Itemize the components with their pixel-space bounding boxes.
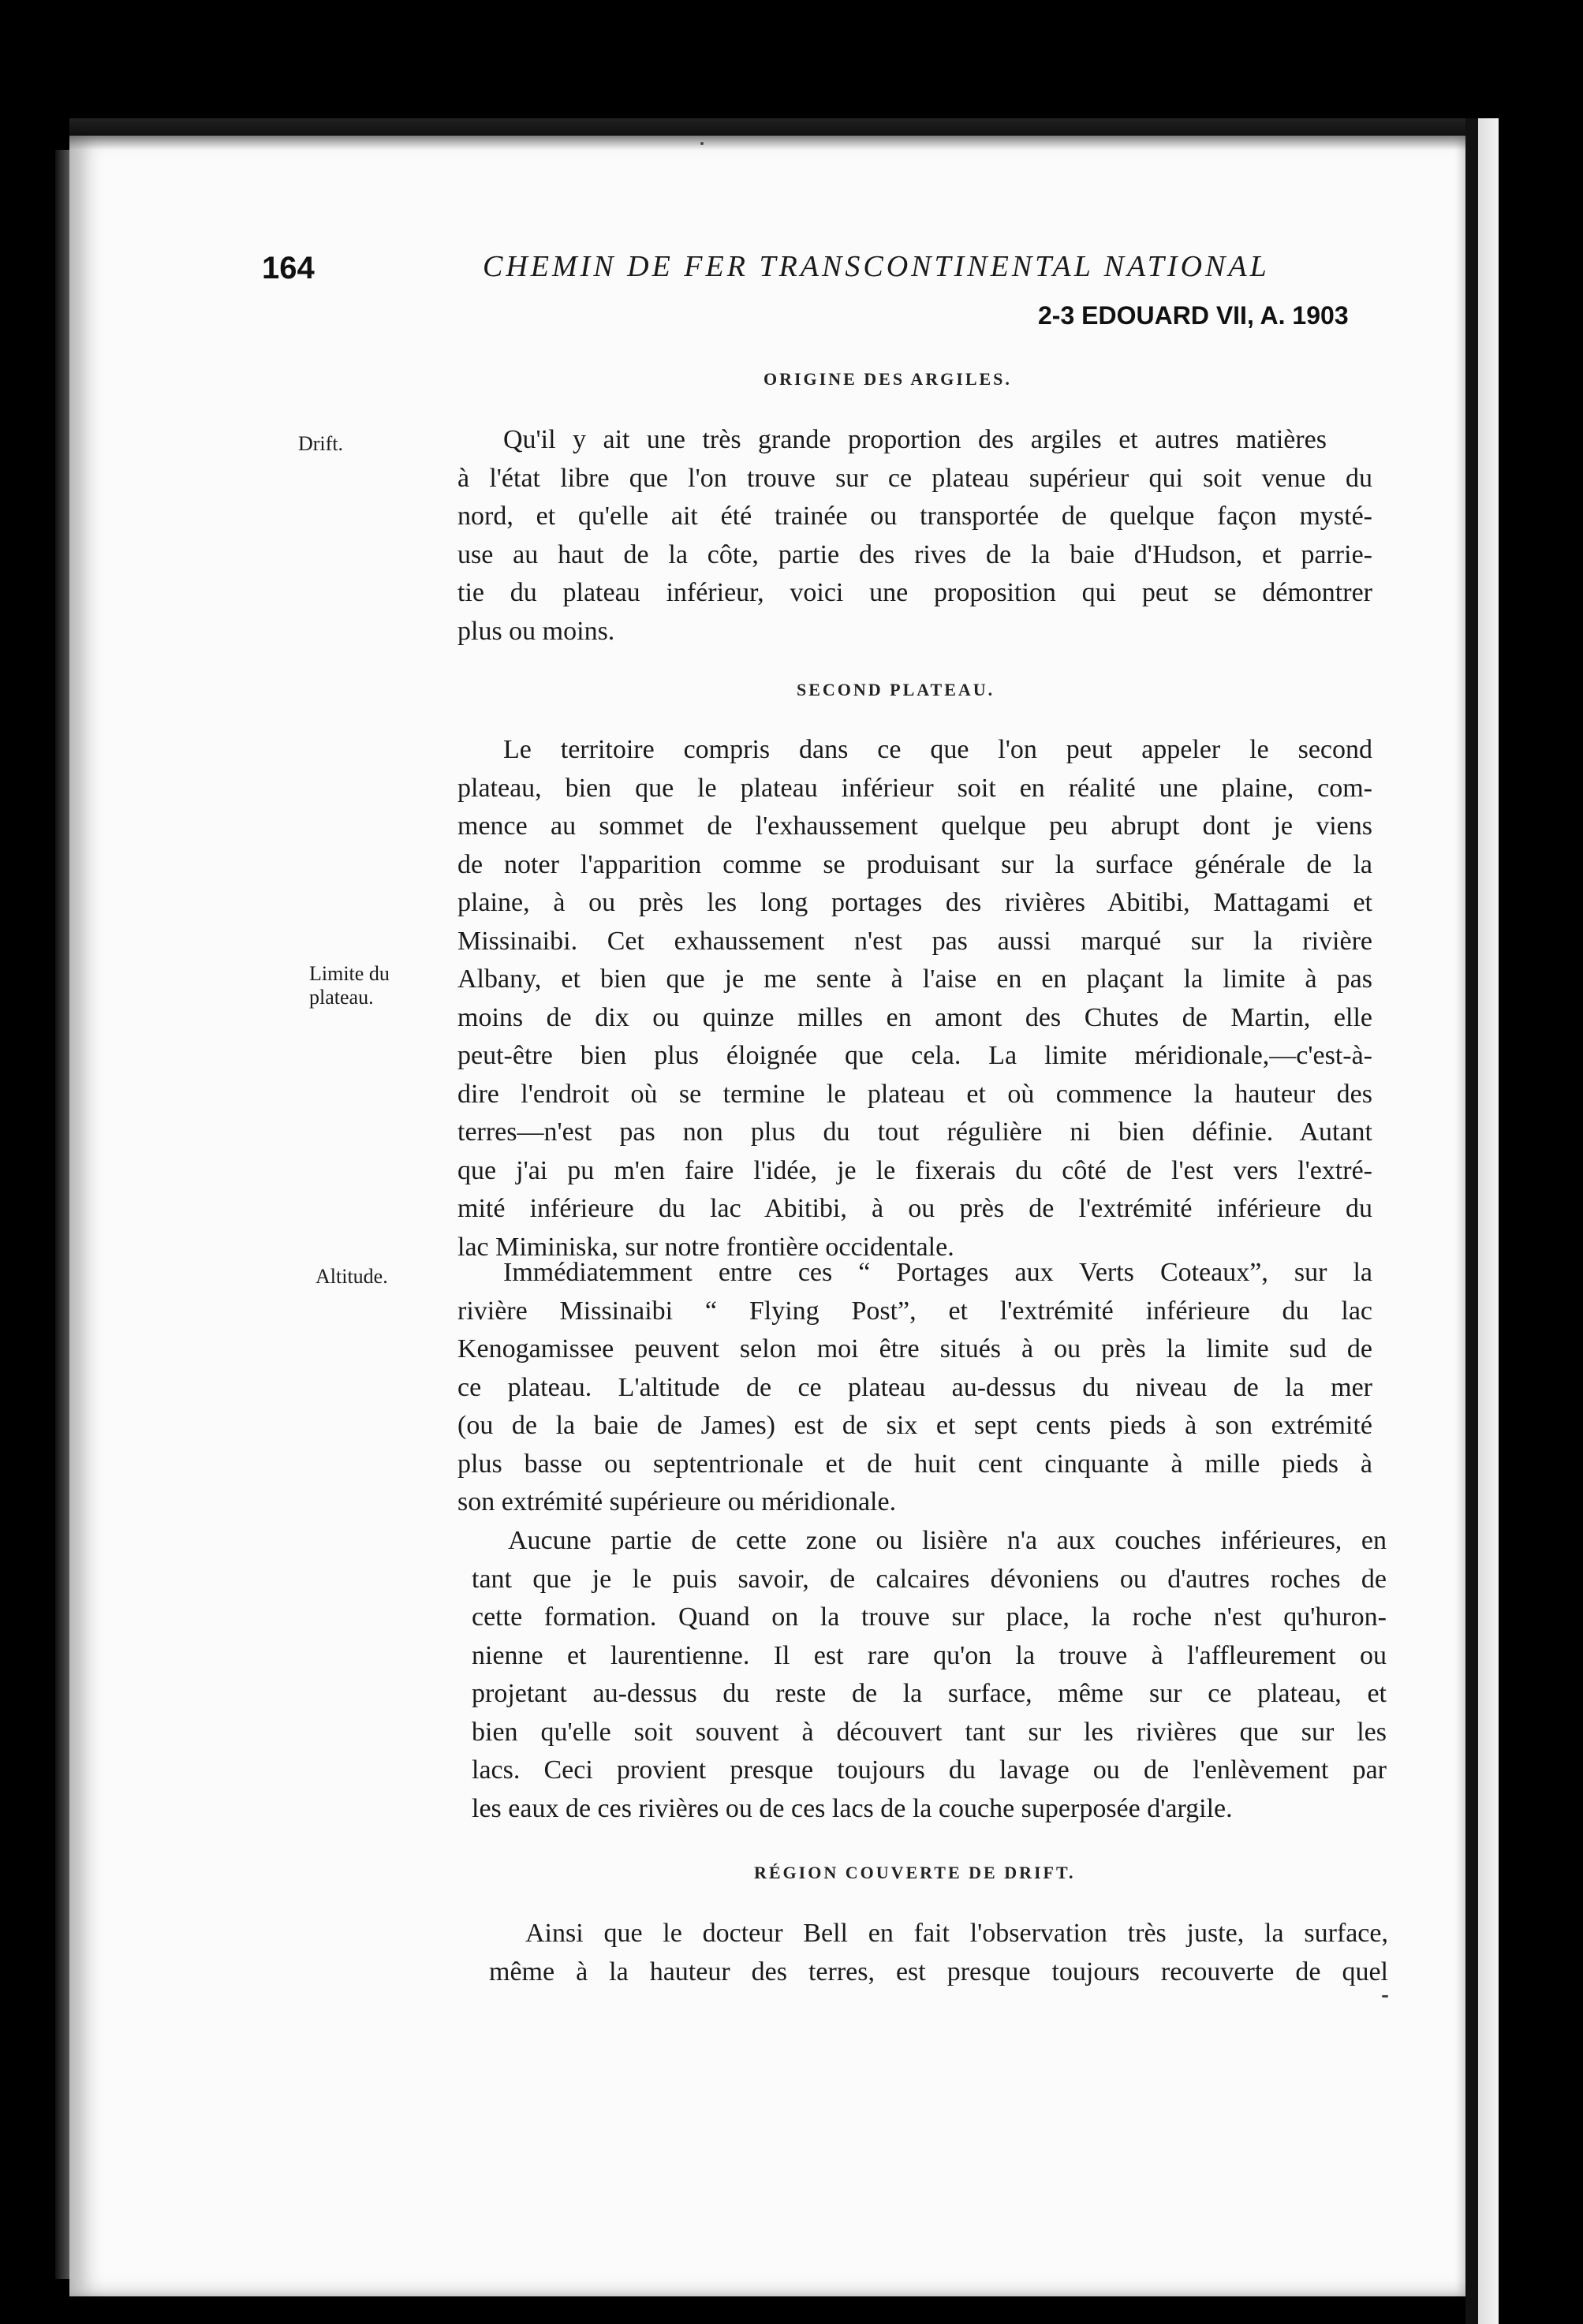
page-number: 164 (262, 251, 315, 285)
section-heading: ORIGINE DES ARGILES. (763, 369, 1012, 389)
scan-speck (700, 142, 704, 145)
text-line: plus ou moins. (457, 616, 615, 646)
paragraph (457, 731, 1372, 1266)
text-line: ce plateau. L'altitude de ce plateau au-dessus du niveau de la mer (457, 1372, 1372, 1402)
scan-background (1499, 0, 1583, 2324)
page-top-shadow (69, 118, 1465, 150)
text-line: lac Miminiska, sur notre frontière occidentale. (457, 1232, 954, 1262)
text-line: Kenogamissee peuvent selon moi être situés à ou près la limite sud de (457, 1334, 1372, 1363)
text-line: bien qu'elle soit souvent à découvert tant sur les rivières que sur les (472, 1717, 1387, 1747)
text-line: rivière Missinaibi “ Flying Post”, et l'extrémité inférieure du lac (457, 1296, 1372, 1326)
text-line: plaine, à ou près les long portages des rivières Abitibi, Mattagami et (457, 888, 1372, 917)
text-line: Le territoire compris dans ce que l'on peut appeler le second (503, 735, 1372, 764)
text-line: de noter l'apparition comme se produisant sur la surface générale de la (457, 849, 1372, 879)
text-line: projetant au-dessus du reste de la surface, même sur ce plateau, et (472, 1679, 1387, 1708)
text-line: plateau, bien que le plateau inférieur soit en réalité une plaine, com- (457, 773, 1372, 803)
text-line: (ou de la baie de James) est de six et sept cents pieds à son extrémité (457, 1411, 1372, 1440)
text-line: moins de dix ou quinze milles en amont des Chutes de Martin, elle (457, 1002, 1372, 1032)
text-line: Aucune partie de cette zone ou lisière n'a aux couches inférieures, en (508, 1526, 1387, 1555)
text-line: nienne et laurentienne. Il est rare qu'on la trouve à l'affleurement ou (472, 1640, 1387, 1670)
text-line: plus basse ou septentrionale et de huit cent cinquante à mille pieds à (457, 1449, 1372, 1479)
text-line: mence au sommet de l'exhaussement quelque peu abrupt dont je viens (457, 811, 1372, 841)
text-line: même à la hauteur des terres, est presque toujours recouverte de quel (489, 1957, 1388, 1986)
scan-speck (1382, 1995, 1388, 1998)
text-line: Qu'il y ait une très grande proportion des argiles et autres matières (503, 425, 1327, 454)
text-line: à l'état libre que l'on trouve sur ce plateau supérieur qui soit venue du (457, 463, 1372, 493)
text-line: tie du plateau inférieur, voici une proposition qui peut se démontrer (457, 578, 1372, 607)
text-line: terres—n'est pas non plus du tout régulière ni bien définie. Autant (457, 1117, 1372, 1147)
text-line: tant que je le puis savoir, de calcaires dévoniens ou d'autres roches de (472, 1564, 1387, 1594)
text-line: Immédiatemment entre ces “ Portages aux Verts Coteaux”, sur la (503, 1258, 1372, 1287)
text-line: nord, et qu'elle ait été trainée ou transportée de quelque façon mysté- (457, 502, 1372, 531)
text-line: son extrémité supérieure ou méridionale. (457, 1487, 897, 1516)
paragraph (457, 421, 1372, 651)
paragraph (489, 1915, 1388, 1991)
paragraph (457, 1254, 1372, 1522)
text-line: Missinaibi. Cet exhaussement n'est pas aussi marqué sur la rivière (457, 926, 1372, 956)
session-reference: 2-3 EDOUARD VII, A. 1903 (1038, 301, 1349, 330)
text-line: Ainsi que le docteur Bell en fait l'observation très juste, la surface, (525, 1919, 1388, 1948)
text-line: cette formation. Quand on la trouve sur place, la roche n'est qu'huron- (472, 1602, 1387, 1632)
text-line: les eaux de ces rivières ou de ces lacs de la couche superposée d'argile. (472, 1793, 1233, 1823)
paragraph (472, 1522, 1387, 1828)
text-line: mité inférieure du lac Abitibi, à ou près de l'extrémité inférieure du (457, 1194, 1372, 1223)
text-line: que j'ai pu m'en faire l'idée, je le fixerais du côté de l'est vers l'extré- (457, 1155, 1372, 1185)
section-heading: SECOND PLATEAU. (797, 680, 995, 699)
text-line: dire l'endroit où se termine le plateau et où commence la hauteur des (457, 1079, 1372, 1109)
text-line: peut-être bien plus éloignée que cela. La limite méridionale,—c'est-à- (457, 1041, 1372, 1070)
text-line: lacs. Ceci provient presque toujours du lavage ou de l'enlèvement par (472, 1755, 1387, 1785)
book-binding-right (1465, 118, 1478, 2324)
running-title: CHEMIN DE FER TRANSCONTINENTAL NATIONAL (483, 250, 1270, 283)
facing-page-edge (1478, 118, 1499, 2324)
margin-note: Altitude. (315, 1265, 388, 1288)
text-line: use au haut de la côte, partie des rives de la baie d'Hudson, et parrie- (457, 539, 1372, 569)
text-line: Albany, et bien que je me sente à l'aise en en plaçant la limite à pas (457, 964, 1372, 994)
margin-note: Drift. (298, 432, 344, 455)
section-heading: RÉGION COUVERTE DE DRIFT. (754, 1863, 1076, 1882)
margin-note: Limite du plateau. (309, 962, 390, 1009)
